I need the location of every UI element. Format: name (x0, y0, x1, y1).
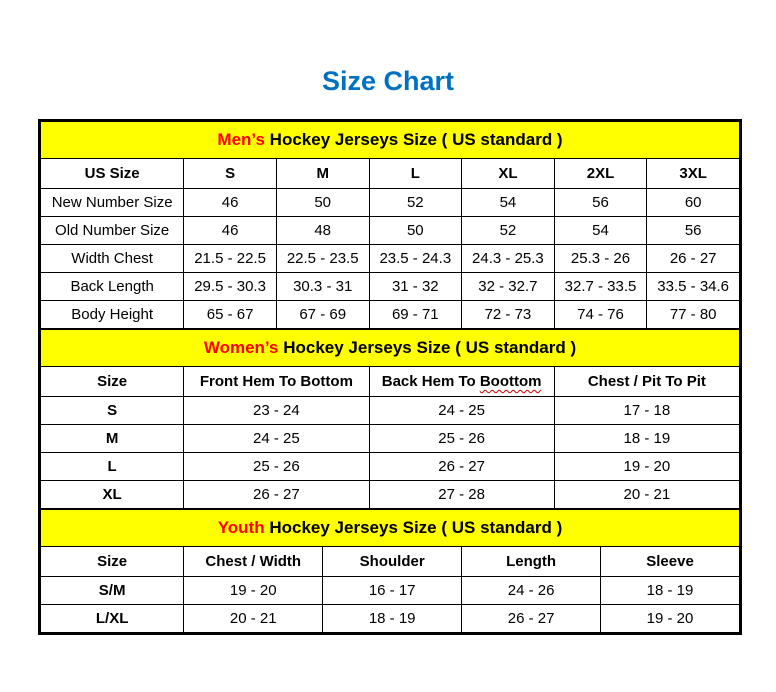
column-header: Chest / Width (184, 547, 323, 577)
table-cell: 46 (184, 189, 277, 217)
youth-section-header (41, 510, 740, 547)
column-header: Size (41, 547, 184, 577)
column-header: 2XL (554, 159, 647, 189)
table-row (41, 577, 740, 605)
misspelled-word: Boottom (479, 373, 542, 390)
table-cell: 69 - 71 (369, 301, 462, 329)
table-row (41, 301, 740, 329)
table-cell: 67 - 69 (276, 301, 369, 329)
table-cell: 52 (462, 217, 555, 245)
row-label: XL (41, 481, 184, 509)
womens-section-header (41, 330, 740, 367)
table-cell: 33.5 - 34.6 (647, 273, 740, 301)
column-header: Length (462, 547, 601, 577)
table-cell: 18 - 19 (554, 425, 739, 453)
table-cell: 60 (647, 189, 740, 217)
column-header: Chest / Pit To Pit (554, 367, 739, 397)
row-label: Width Chest (41, 245, 184, 273)
table-cell: 65 - 67 (184, 301, 277, 329)
table-cell: 16 - 17 (323, 577, 462, 605)
table-cell: 24 - 26 (462, 577, 601, 605)
table-cell: 46 (184, 217, 277, 245)
column-header: S (184, 159, 277, 189)
table-cell: 52 (369, 189, 462, 217)
youth-section-accent: Youth (217, 518, 265, 537)
column-header: L (369, 159, 462, 189)
table-cell: 72 - 73 (462, 301, 555, 329)
table-cell: 32 - 32.7 (462, 273, 555, 301)
table-cell: 54 (462, 189, 555, 217)
table-cell: 29.5 - 30.3 (184, 273, 277, 301)
table-row (41, 273, 740, 301)
table-cell: 26 - 27 (462, 605, 601, 633)
row-label: Back Length (41, 273, 184, 301)
table-cell: 24 - 25 (369, 397, 554, 425)
row-label: New Number Size (41, 189, 184, 217)
column-header: Sleeve (601, 547, 740, 577)
row-label: S/M (41, 577, 184, 605)
row-label: S (41, 397, 184, 425)
table-cell: 54 (554, 217, 647, 245)
mens-size-table (40, 121, 740, 329)
table-cell: 56 (647, 217, 740, 245)
table-cell: 25.3 - 26 (554, 245, 647, 273)
column-header: Front Hem To Bottom (184, 367, 369, 397)
table-cell: 19 - 20 (554, 453, 739, 481)
table-cell: 19 - 20 (601, 605, 740, 633)
table-cell: 32.7 - 33.5 (554, 273, 647, 301)
table-cell: 23.5 - 24.3 (369, 245, 462, 273)
column-header: Shoulder (323, 547, 462, 577)
womens-section-accent: Women’s (203, 338, 279, 357)
mens-column-header-row (41, 159, 740, 189)
column-header: M (276, 159, 369, 189)
table-cell: 22.5 - 23.5 (276, 245, 369, 273)
youth-section-header-row (41, 510, 740, 547)
table-cell: 50 (276, 189, 369, 217)
table-row (41, 481, 740, 509)
mens-section-accent: Men’s (217, 130, 265, 149)
column-header (369, 367, 554, 397)
table-cell: 25 - 26 (184, 453, 369, 481)
size-chart-tables (38, 119, 742, 635)
row-label: L/XL (41, 605, 184, 633)
table-cell: 50 (369, 217, 462, 245)
table-row (41, 453, 740, 481)
table-cell: 18 - 19 (323, 605, 462, 633)
mens-section-header (41, 122, 740, 159)
table-cell: 56 (554, 189, 647, 217)
table-cell: 18 - 19 (601, 577, 740, 605)
table-cell: 25 - 26 (369, 425, 554, 453)
table-row (41, 605, 740, 633)
table-cell: 24 - 25 (184, 425, 369, 453)
row-label: Body Height (41, 301, 184, 329)
row-label: M (41, 425, 184, 453)
table-cell: 30.3 - 31 (276, 273, 369, 301)
table-cell: 77 - 80 (647, 301, 740, 329)
column-header: Size (41, 367, 184, 397)
column-header: US Size (41, 159, 184, 189)
column-header: XL (462, 159, 555, 189)
table-cell: 20 - 21 (184, 605, 323, 633)
table-cell: 17 - 18 (554, 397, 739, 425)
table-cell: 19 - 20 (184, 577, 323, 605)
table-cell: 21.5 - 22.5 (184, 245, 277, 273)
column-header: 3XL (647, 159, 740, 189)
youth-section-title-text: Hockey Jerseys Size ( US standard ) (264, 518, 563, 537)
womens-column-header-row (41, 367, 740, 397)
table-row (41, 189, 740, 217)
size-chart-title: Size Chart (321, 66, 455, 96)
table-cell: 31 - 32 (369, 273, 462, 301)
table-cell: 27 - 28 (369, 481, 554, 509)
table-cell: 20 - 21 (554, 481, 739, 509)
table-row (41, 425, 740, 453)
table-cell: 24.3 - 25.3 (462, 245, 555, 273)
womens-size-table (40, 329, 740, 509)
womens-section-title-text: Hockey Jerseys Size ( US standard ) (278, 338, 577, 357)
table-cell: 26 - 27 (184, 481, 369, 509)
table-cell: 74 - 76 (554, 301, 647, 329)
table-row (41, 397, 740, 425)
table-cell: 26 - 27 (647, 245, 740, 273)
table-cell: 23 - 24 (184, 397, 369, 425)
table-row (41, 217, 740, 245)
table-cell: 26 - 27 (369, 453, 554, 481)
mens-section-header-row (41, 122, 740, 159)
column-header-text: Back Hem To (381, 373, 480, 390)
youth-size-table (40, 509, 740, 633)
table-row (41, 245, 740, 273)
youth-column-header-row (41, 547, 740, 577)
table-cell: 48 (276, 217, 369, 245)
row-label: L (41, 453, 184, 481)
womens-section-header-row (41, 330, 740, 367)
row-label: Old Number Size (41, 217, 184, 245)
mens-section-title-text: Hockey Jerseys Size ( US standard ) (264, 130, 563, 149)
